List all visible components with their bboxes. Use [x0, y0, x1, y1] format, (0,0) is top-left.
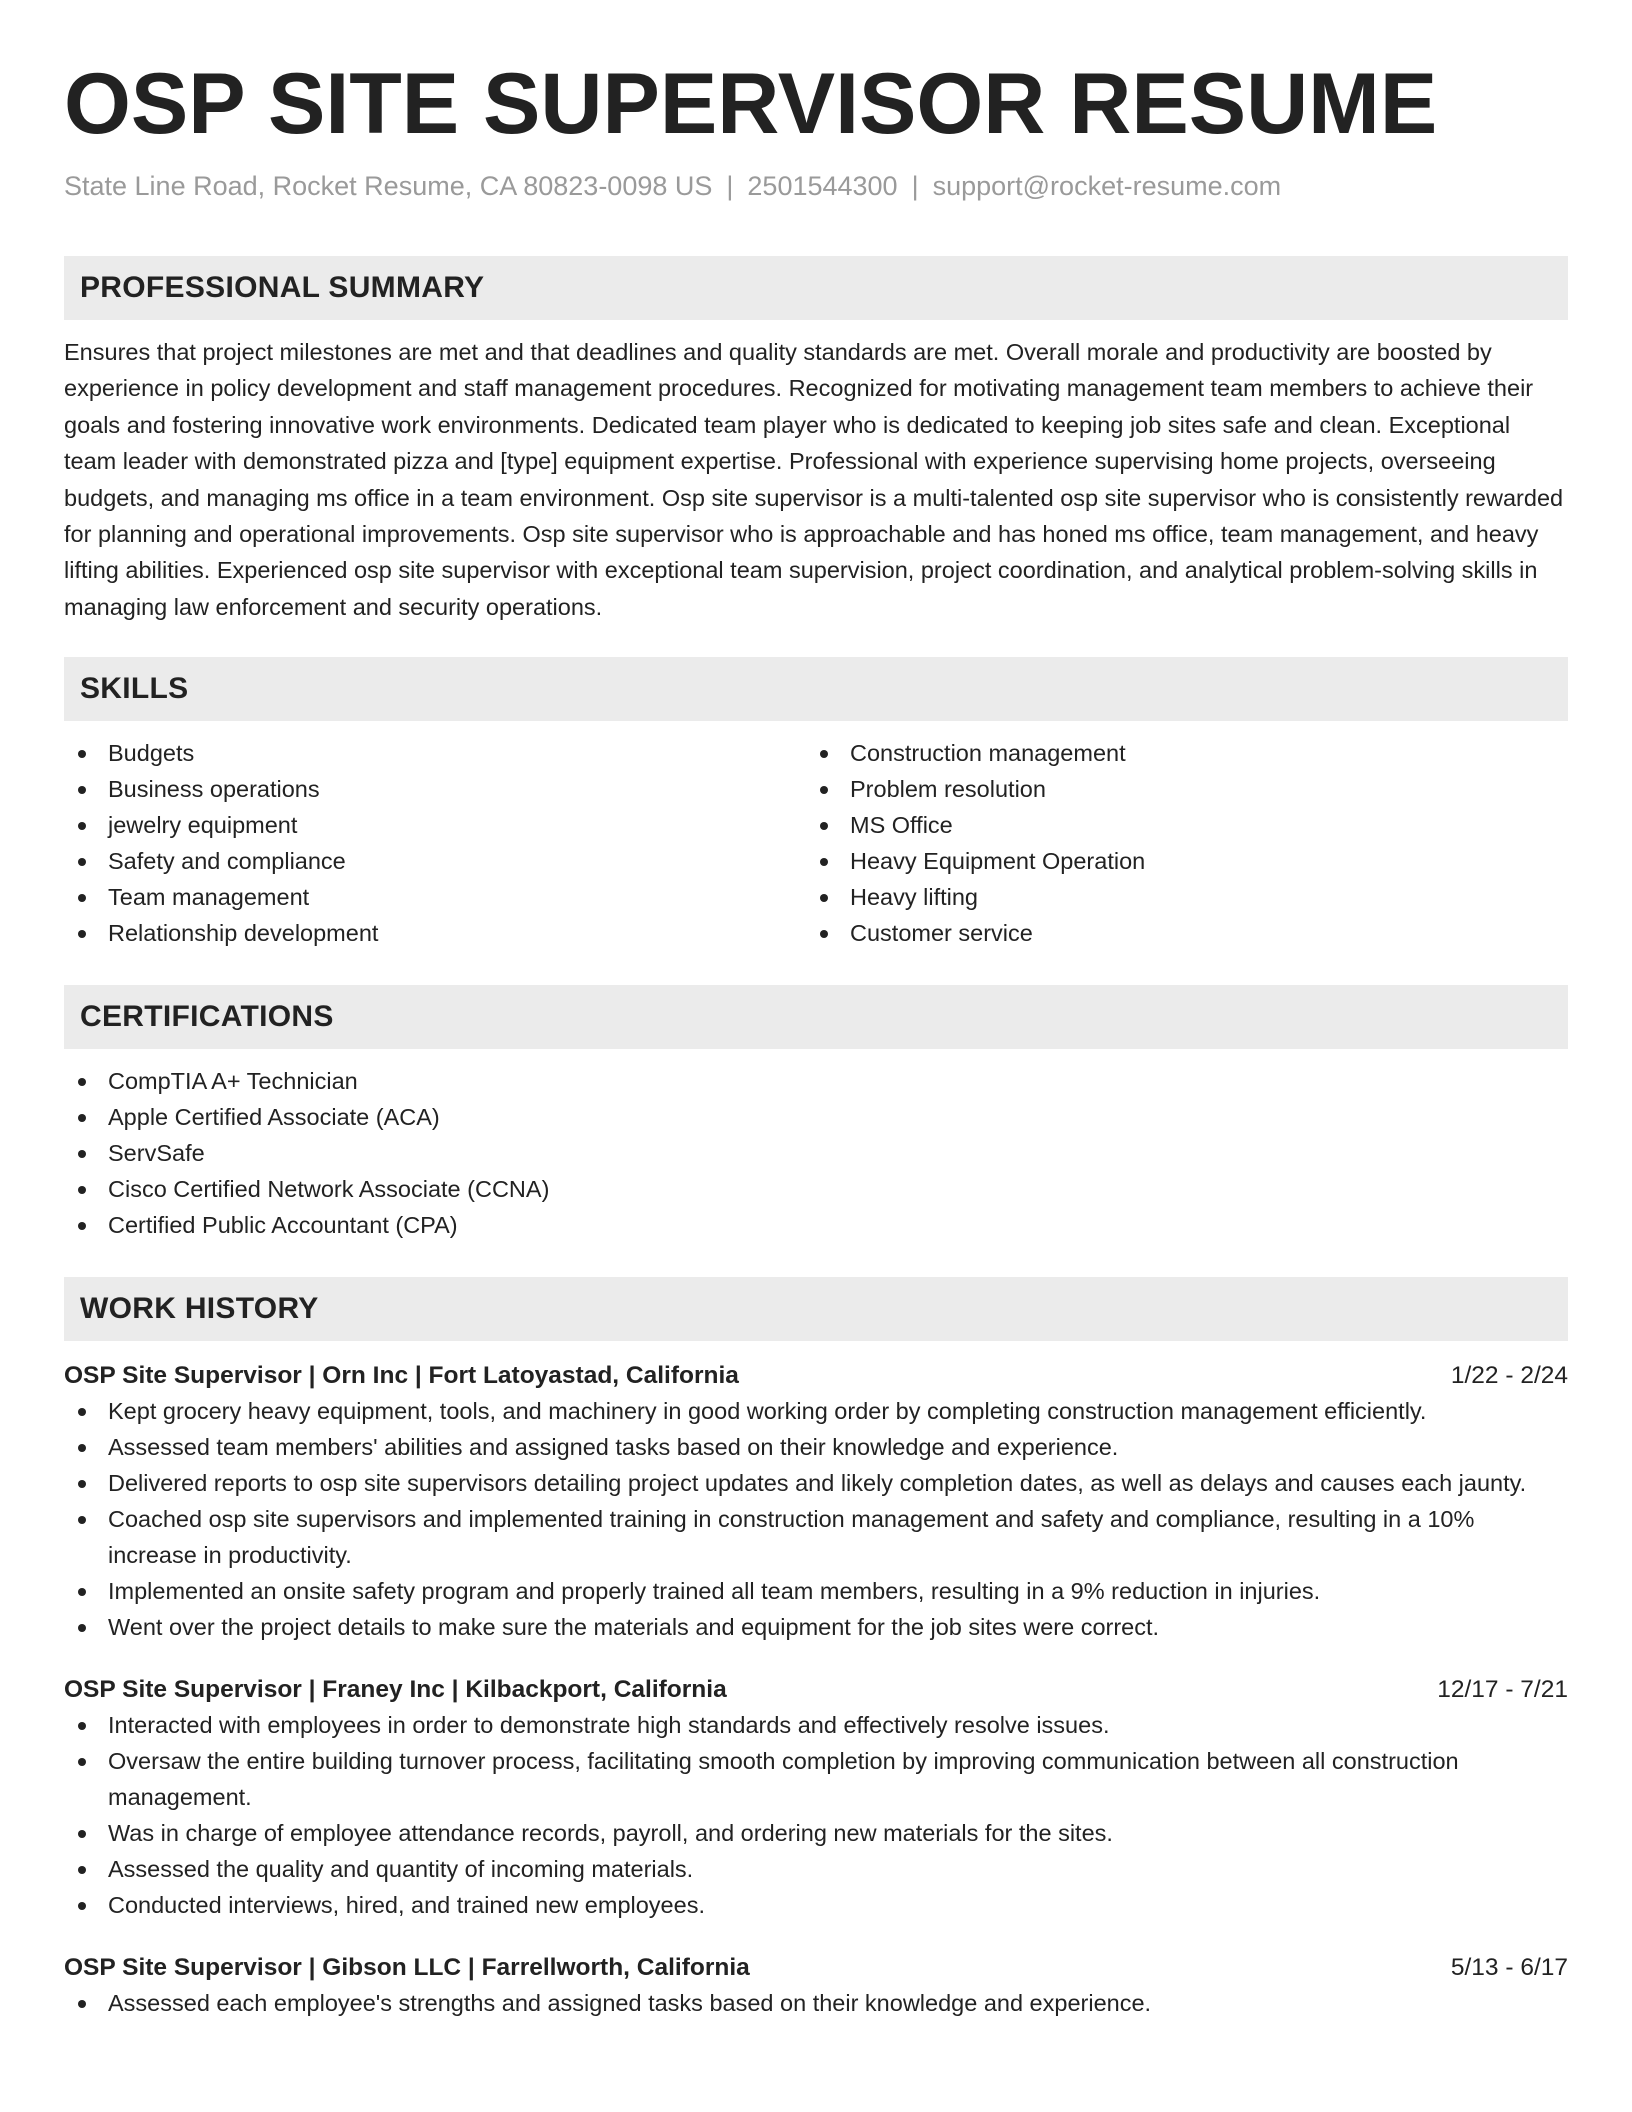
- section-heading-work-history: WORK HISTORY: [64, 1277, 1568, 1341]
- job-entry: [64, 1673, 1568, 1923]
- job-dates: 12/17 - 7/21: [1437, 1676, 1568, 1704]
- certification-item: Apple Certified Associate (ACA): [64, 1099, 1568, 1135]
- skill-item: Business operations: [64, 771, 806, 807]
- resume-title: OSP SITE SUPERVISOR RESUME: [64, 56, 1438, 152]
- job-title: OSP Site Supervisor | Orn Inc | Fort Latoyastad, California: [64, 1362, 739, 1390]
- contact-separator: |: [726, 171, 734, 201]
- job-bullet: Conducted interviews, hired, and trained new employees.: [64, 1887, 1568, 1923]
- job-entry: [64, 1359, 1568, 1645]
- skill-item: jewelry equipment: [64, 807, 806, 843]
- job-title: OSP Site Supervisor | Franey Inc | Kilbackport, California: [64, 1676, 727, 1704]
- job-bullet: Went over the project details to make sure the materials and equipment for the job sites were correct.: [64, 1609, 1568, 1645]
- skills-list: [64, 735, 1568, 951]
- certification-item: ServSafe: [64, 1135, 1568, 1171]
- job-dates: 5/13 - 6/17: [1450, 1954, 1568, 1982]
- section-heading-certifications: CERTIFICATIONS: [64, 985, 1568, 1049]
- job-bullet: Assessed team members' abilities and assigned tasks based on their knowledge and experience.: [64, 1429, 1568, 1465]
- certification-item: CompTIA A+ Technician: [64, 1063, 1568, 1099]
- skills-column-right: [806, 735, 1548, 951]
- job-bullet: Assessed each employee's strengths and assigned tasks based on their knowledge and experience.: [64, 1985, 1568, 2021]
- job-header: [64, 1951, 1568, 1985]
- section-heading-skills: SKILLS: [64, 657, 1568, 721]
- job-bullet: Kept grocery heavy equipment, tools, and machinery in good working order by completing construction management efficiently.: [64, 1393, 1568, 1429]
- job-bullets: [64, 1985, 1568, 2021]
- job-bullet: Interacted with employees in order to demonstrate high standards and effectively resolve issues.: [64, 1707, 1568, 1743]
- skill-item: Construction management: [806, 735, 1548, 771]
- job-bullet: Was in charge of employee attendance records, payroll, and ordering new materials for the sites.: [64, 1815, 1568, 1851]
- skill-item: Safety and compliance: [64, 843, 806, 879]
- job-dates: 1/22 - 2/24: [1450, 1362, 1568, 1390]
- skill-item: MS Office: [806, 807, 1548, 843]
- certification-item: Cisco Certified Network Associate (CCNA): [64, 1171, 1568, 1207]
- contact-line: [64, 168, 1568, 204]
- job-bullet: Delivered reports to osp site supervisors detailing project updates and likely completion dates, as well as delays and causes each jaunty.: [64, 1465, 1568, 1501]
- skill-item: Relationship development: [64, 915, 806, 951]
- job-bullet: Coached osp site supervisors and implemented training in construction management and safety and compliance, resulting in a 10% increase in productivity.: [64, 1501, 1568, 1573]
- job-header: [64, 1359, 1568, 1393]
- skill-item: Team management: [64, 879, 806, 915]
- certification-item: Certified Public Accountant (CPA): [64, 1207, 1568, 1243]
- skill-item: Heavy lifting: [806, 879, 1548, 915]
- job-header: [64, 1673, 1568, 1707]
- contact-phone: 2501544300: [747, 171, 898, 201]
- contact-email[interactable]: support@rocket-resume.com: [932, 171, 1282, 201]
- section-heading-summary: PROFESSIONAL SUMMARY: [64, 256, 1568, 320]
- job-bullets: [64, 1707, 1568, 1923]
- job-entry: [64, 1951, 1568, 2021]
- skills-column-left: [64, 735, 806, 951]
- skill-item: Heavy Equipment Operation: [806, 843, 1548, 879]
- summary-text: Ensures that project milestones are met and that deadlines and quality standards are met. Overall morale and productivity are boosted by experience in policy development and staff management procedures. Recognized for motivating management team members to achieve their goals and fostering innovative work environments. Dedicated team player who is dedicated to keeping job sites safe and clean. Exceptional team leader with demonstrated pizza and [type] equipment expertise. Professional with experience supervising home projects, overseeing budgets, and managing ms office in a team environment. Osp site supervisor is a multi-talented osp site supervisor who is consistently rewarded for planning and operational improvements. Osp site supervisor who is approachable and has honed ms office, team management, and heavy lifting abilities. Experienced osp site supervisor with exceptional team supervision, project coordination, and analytical problem-solving skills in managing law enforcement and security operations.: [64, 339, 1564, 620]
- certifications-list: [64, 1063, 1568, 1243]
- contact-address: State Line Road, Rocket Resume, CA 80823-0098 US: [64, 171, 713, 201]
- contact-separator: |: [911, 171, 919, 201]
- job-bullet: Assessed the quality and quantity of incoming materials.: [64, 1851, 1568, 1887]
- job-bullet: Implemented an onsite safety program and properly trained all team members, resulting in a 9% reduction in injuries.: [64, 1573, 1568, 1609]
- skill-item: Customer service: [806, 915, 1548, 951]
- job-bullets: [64, 1393, 1568, 1645]
- skill-item: Budgets: [64, 735, 806, 771]
- job-title: OSP Site Supervisor | Gibson LLC | Farrellworth, California: [64, 1954, 750, 1982]
- skill-item: Problem resolution: [806, 771, 1548, 807]
- job-bullet: Oversaw the entire building turnover process, facilitating smooth completion by improving communication between all construction management.: [64, 1743, 1568, 1815]
